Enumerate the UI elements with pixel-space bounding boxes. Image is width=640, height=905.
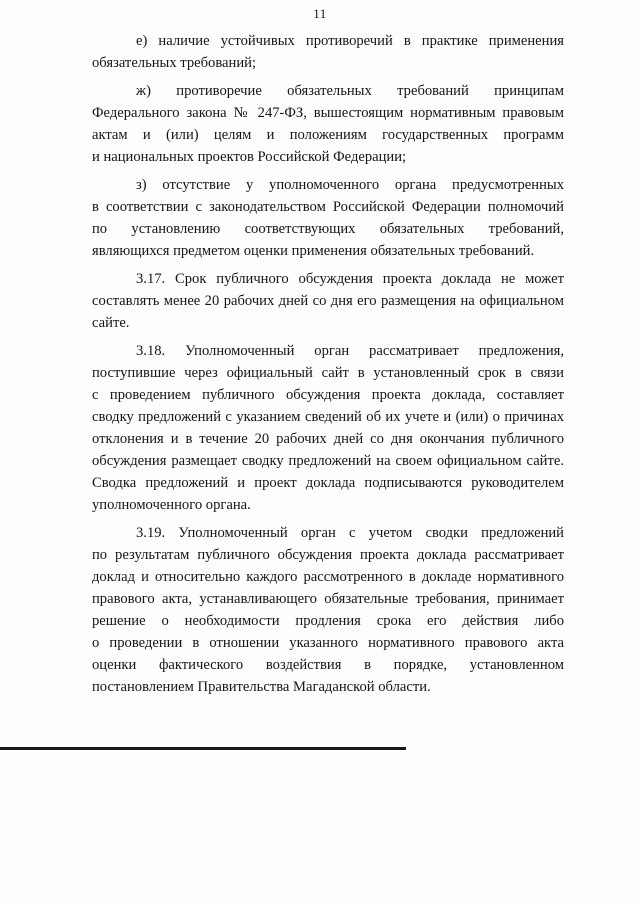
text-line: постановлением Правительства Магаданской области. bbox=[92, 679, 431, 695]
text-line: з) отсутствие у уполномоченного органа предусмотренных bbox=[136, 177, 564, 193]
text-line: е) наличие устойчивых противоречий в практике применения bbox=[136, 33, 564, 49]
footer-rule bbox=[0, 747, 406, 750]
text-line: с проведением публичного обсуждения проекта доклада, составляет bbox=[92, 387, 564, 403]
text-line: правового акта, устанавливающего обязательные требования, принимает bbox=[92, 591, 564, 607]
paragraph-item-e bbox=[92, 30, 564, 74]
text-line: и национальных проектов Российской Федерации; bbox=[92, 149, 407, 165]
paragraph-clause-3-18 bbox=[92, 340, 564, 516]
paragraph-clause-3-19 bbox=[92, 522, 564, 698]
text-line: 3.17. Срок публичного обсуждения проекта доклада не может bbox=[136, 271, 564, 287]
paragraph-item-z bbox=[92, 174, 564, 262]
text-line: являющихся предметом оценки применения обязательных требований. bbox=[92, 243, 535, 259]
text-line: по установлению соответствующих обязательных требований, bbox=[92, 221, 564, 237]
text-line: о проведении в отношении указанного нормативного правового акта bbox=[92, 635, 564, 651]
text-line: ж) противоречие обязательных требований принципам bbox=[136, 83, 564, 99]
text-line: сводку предложений с указанием сведений об их учете и (или) о причинах bbox=[92, 409, 564, 425]
text-line: отклонения и в течение 20 рабочих дней со дня окончания публичного bbox=[92, 431, 564, 447]
text-line: 3.18. Уполномоченный орган рассматривает предложения, bbox=[136, 343, 564, 359]
text-line: оценки фактического воздействия в порядке, установленном bbox=[92, 657, 564, 673]
page-number: 11 bbox=[313, 6, 327, 21]
paragraph-clause-3-17 bbox=[92, 268, 564, 334]
text-line: решение о необходимости продления срока его действия либо bbox=[92, 613, 564, 629]
text-line: сайте. bbox=[92, 315, 130, 331]
text-line: Федерального закона № 247-ФЗ, вышестоящим нормативным правовым bbox=[92, 105, 564, 121]
text-line: по результатам публичного обсуждения проекта доклада рассматривает bbox=[92, 547, 564, 563]
text-line: в соответствии с законодательством Российской Федерации полномочий bbox=[92, 199, 564, 215]
text-line: актам и (или) целям и положениям государственных программ bbox=[92, 127, 564, 143]
text-line: Сводка предложений и проект доклада подписываются руководителем bbox=[92, 475, 564, 491]
text-line: доклад и относительно каждого рассмотренного в докладе нормативного bbox=[92, 569, 564, 585]
document-body bbox=[92, 30, 564, 698]
text-line: 3.19. Уполномоченный орган с учетом сводки предложений bbox=[136, 525, 564, 541]
text-line: поступившие через официальный сайт в установленный срок в связи bbox=[92, 365, 564, 381]
text-line: обязательных требований; bbox=[92, 55, 257, 71]
text-line: составлять менее 20 рабочих дней со дня его размещения на официальном bbox=[92, 293, 564, 309]
text-line: уполномоченного органа. bbox=[92, 497, 251, 513]
paragraph-item-zh bbox=[92, 80, 564, 168]
text-line: обсуждения размещает сводку предложений на своем официальном сайте. bbox=[92, 453, 564, 469]
